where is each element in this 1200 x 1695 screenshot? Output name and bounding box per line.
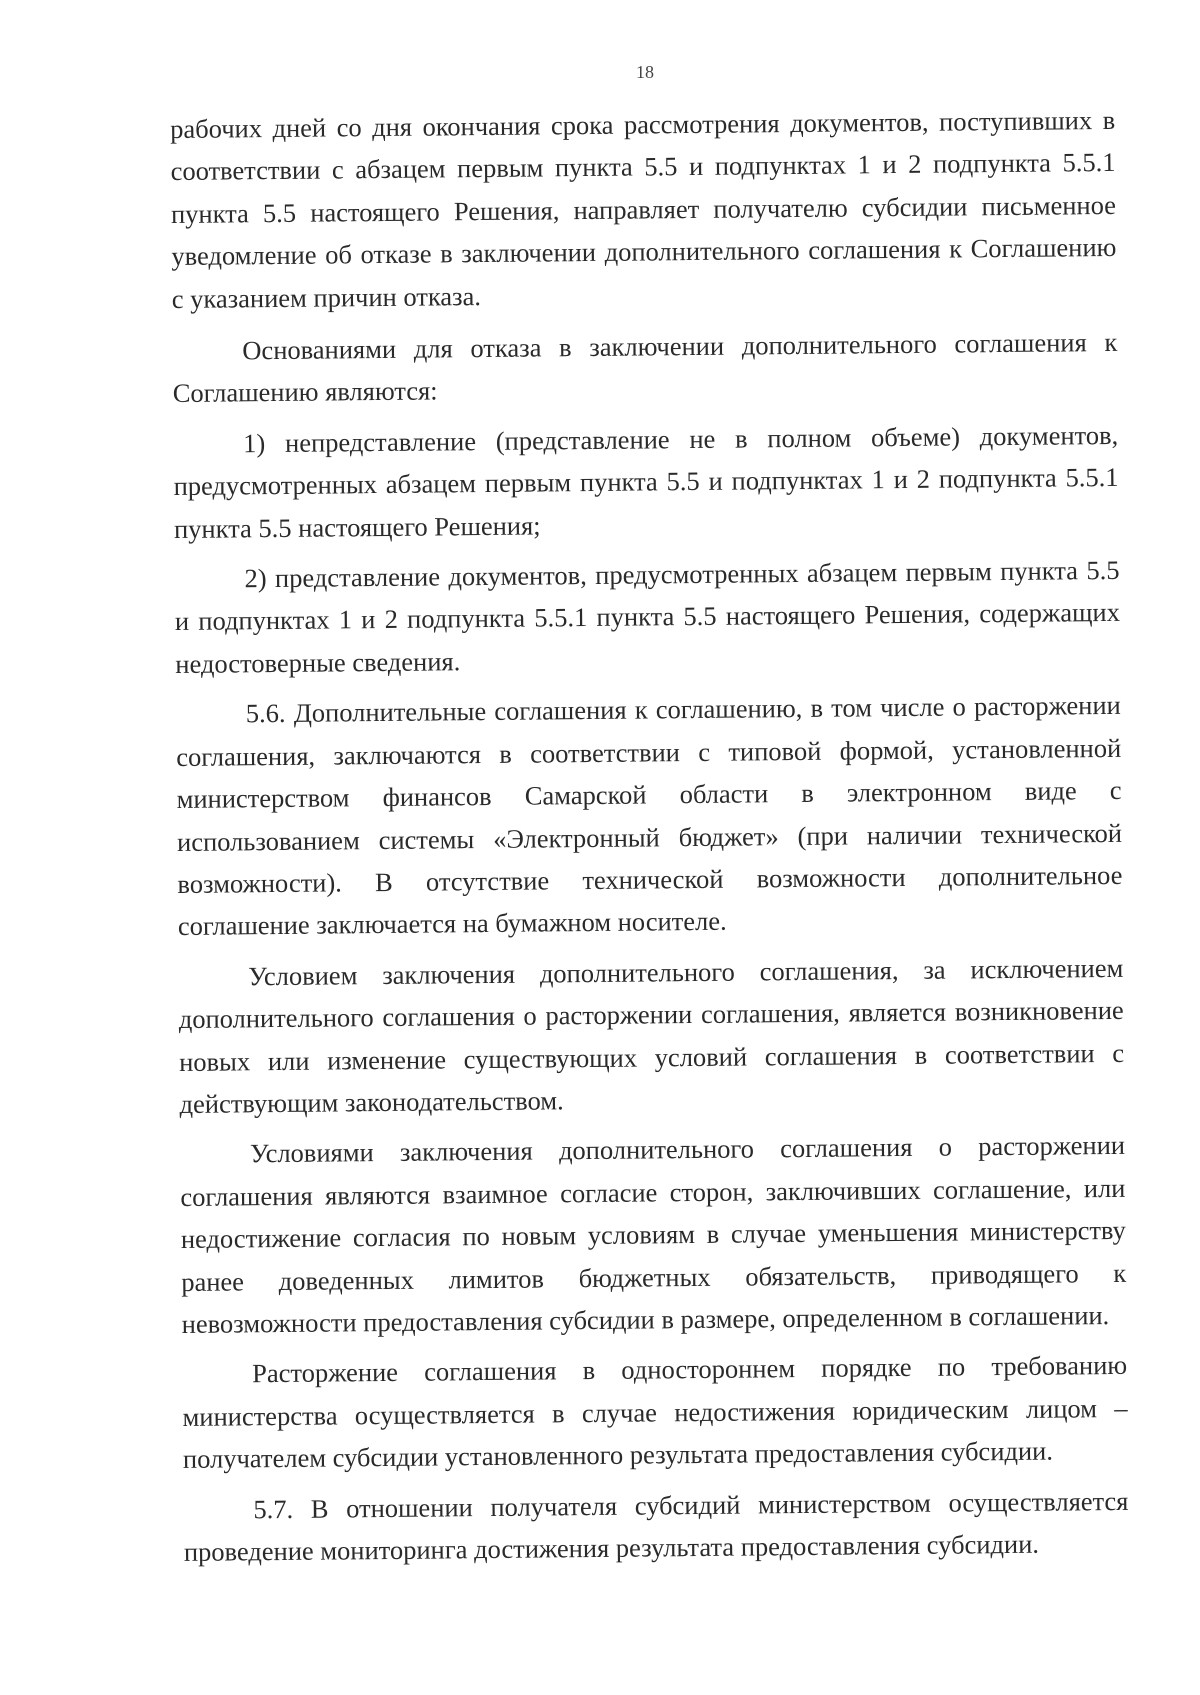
- paragraph-unilateral-termination: Расторжение соглашения в одностороннем порядке по требованию министерства осуществляется в случае недостижения юридическим лицом – получателем субсидии установленного результата предоставления субсидии.: [182, 1350, 1128, 1475]
- clause-5-6: 5.6. Дополнительные соглашения к соглашению, в том числе о расторжении соглашения, заключаются в соответствии с типовой формой, установленной министерством финансов Самарской области в электронном виде с использованием системы «Электронный бюджет» (при наличии технической возможности). В отсутствие технической возможности дополнительное соглашение заключается на бумажном носителе.: [176, 690, 1123, 942]
- paragraph-refusal-grounds: Основаниями для отказа в заключении дополнительного соглашения к Соглашению являются:: [172, 326, 1118, 409]
- paragraph-termination-conditions: Условиями заключения дополнительного соглашения о расторжении соглашения являются взаимное согласие сторон, заключивших соглашение, или недостижение согласия по новым условиям в случае уменьшения министерству ранее доведенных лимитов бюджетных обязательств, приводящего к невозможности предоставления субсидии в размере, определенном в соглашении.: [180, 1130, 1127, 1339]
- paragraph-condition: Условием заключения дополнительного соглашения, за исключением дополнительного соглашения о расторжении соглашения, является возникновение новых или изменение существующих условий соглашения в соответствии с действующим законодательством.: [178, 952, 1125, 1119]
- document-body: [170, 99, 1129, 1581]
- list-item-1: 1) непредставление (представление не в полном объеме) документов, предусмотренных абзацем первым пункта 5.5 и подпунктах 1 и 2 подпункта 5.5.1 пункта 5.5 настоящего Решения;: [173, 419, 1119, 544]
- page-number: 18: [636, 62, 654, 82]
- paragraph-continuation: рабочих дней со дня окончания срока рассмотрения документов, поступивших в соответствии с абзацем первым пункта 5.5 и подпунктах 1 и 2 подпункта 5.5.1 пункта 5.5 настоящего Решения, направляет получателю субсидии письменное уведомление об отказе в заключении дополнительного соглашения к Соглашению с указанием причин отказа.: [170, 104, 1117, 314]
- clause-5-7: 5.7. В отношении получателя субсидий министерством осуществляется проведение мониторинга достижения результата предоставления субсидии.: [183, 1485, 1129, 1567]
- list-item-2: 2) представление документов, предусмотренных абзацем первым пункта 5.5 и подпунктах 1 и 2 подпункта 5.5.1 пункта 5.5 настоящего Решения, содержащих недостоверные сведения.: [174, 554, 1121, 679]
